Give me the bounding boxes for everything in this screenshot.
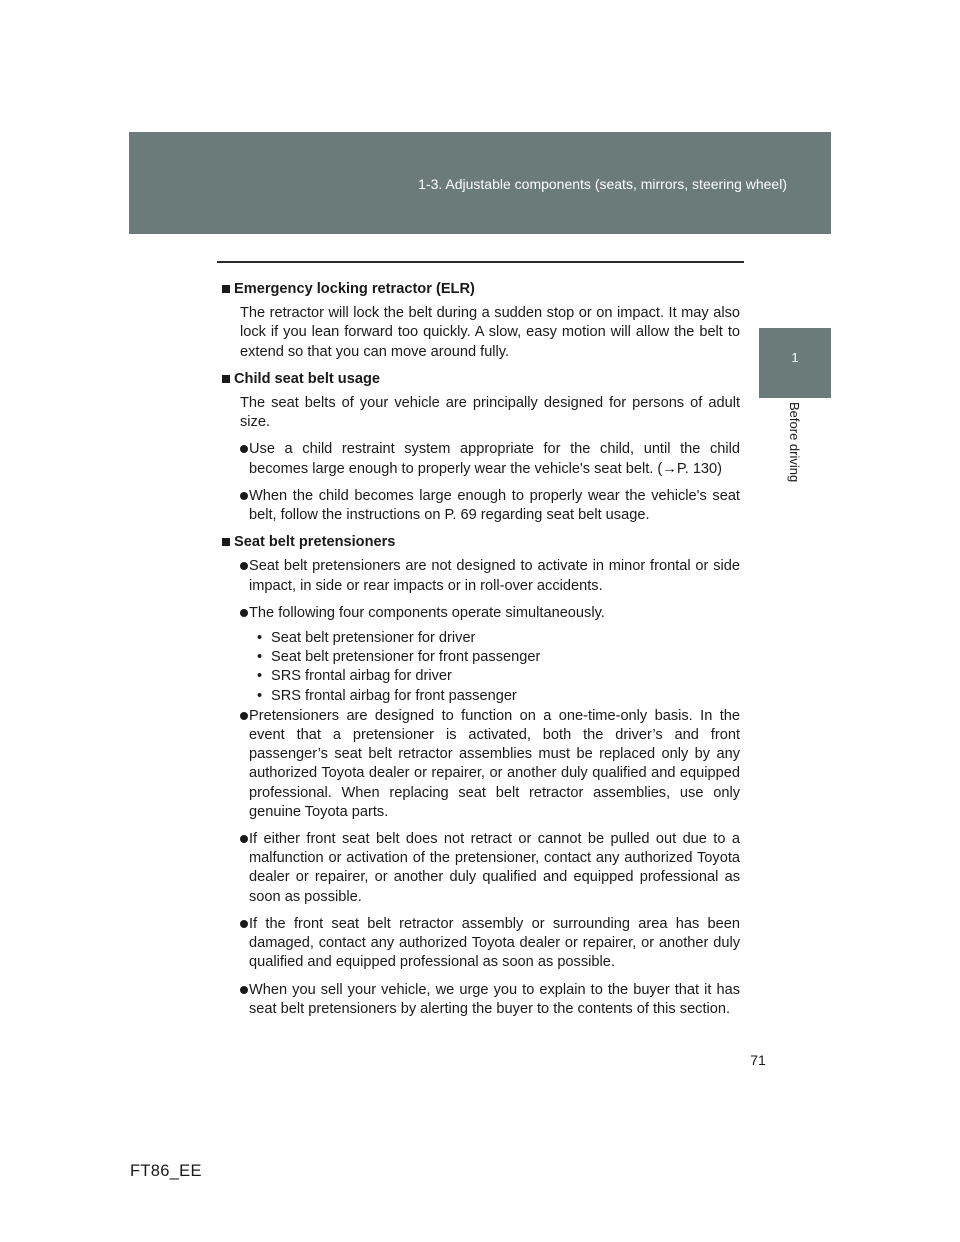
component-item: • Seat belt pretensioner for driver — [257, 630, 476, 647]
chapter-number: 1 — [791, 350, 799, 365]
list-item: Seat belt pretensioners are not designed to activate in minor frontal or side impact, in side or rear impacts or in roll-over accidents. — [240, 557, 740, 595]
component-item: • SRS frontal airbag for driver — [257, 668, 452, 685]
header-band — [129, 132, 831, 234]
circle-bullet-icon — [240, 920, 248, 928]
paragraph-elr: The retractor will lock the belt during a sudden stop or on impact. It may also lock if you lean forward too quickly. A slow, easy motion will allow the belt to extend so that you can move around fully. — [240, 305, 740, 360]
chapter-label — [786, 402, 802, 502]
circle-bullet-icon — [240, 609, 248, 617]
square-bullet-icon — [222, 375, 230, 383]
component-list — [257, 629, 740, 706]
list-item: When you sell your vehicle, we urge you to explain to the buyer that it has seat belt pretensioners by alerting the buyer to the contents of this section. — [240, 981, 740, 1019]
heading-child-seat-belt: Child seat belt usage — [222, 370, 740, 389]
list-item: If the front seat belt retractor assembly or surrounding area has been damaged, contact any authorized Toyota dealer or repairer, or another duly qualified and equipped professional as soon as possible. — [240, 915, 740, 973]
list-item: The following four components operate simultaneously. — [240, 604, 740, 623]
circle-bullet-icon — [240, 835, 248, 843]
section-divider — [217, 261, 744, 263]
page-content — [222, 280, 740, 1027]
component-item: • Seat belt pretensioner for front passenger — [257, 649, 541, 666]
chapter-label-text: Before driving — [787, 402, 802, 483]
circle-bullet-icon — [240, 445, 248, 453]
square-bullet-icon — [222, 285, 230, 293]
list-item: When the child becomes large enough to properly wear the vehicle's seat belt, follow the instructions on P. 69 regarding seat belt usage. — [240, 487, 740, 525]
paragraph-child-seat-belt: The seat belts of your vehicle are principally designed for persons of adult size. — [240, 395, 740, 431]
page-number: 71 — [750, 1052, 766, 1068]
list-item: Use a child restraint system appropriate for the child, until the child becomes large enough to properly wear the vehicle's seat belt. (→P. 130) — [240, 440, 740, 478]
document-code: FT86_EE — [130, 1162, 202, 1180]
square-bullet-icon — [222, 538, 230, 546]
heading-pretensioners: Seat belt pretensioners — [222, 533, 740, 552]
list-item: Pretensioners are designed to function on a one-time-only basis. In the event that a pretensioner is activated, both the driver’s and front passenger’s seat belt retractor assemblies must be replaced only by any authorized Toyota dealer or repairer, or another duly qualified and equipped professional. When replacing seat belt retractor assemblies, use only genuine Toyota parts. — [240, 707, 740, 822]
circle-bullet-icon — [240, 562, 248, 570]
circle-bullet-icon — [240, 712, 248, 720]
list-item: If either front seat belt does not retract or cannot be pulled out due to a malfunction or activation of the pretensioner, contact any authorized Toyota dealer or repairer, or another duly qualified and equipped professional as soon as possible. — [240, 830, 740, 907]
chapter-tab — [759, 328, 831, 398]
section-title: 1-3. Adjustable components (seats, mirrors, steering wheel) — [418, 176, 787, 192]
heading-elr: Emergency locking retractor (ELR) — [222, 280, 740, 299]
component-item: • SRS frontal airbag for front passenger — [257, 687, 517, 704]
circle-bullet-icon — [240, 492, 248, 500]
circle-bullet-icon — [240, 986, 248, 994]
